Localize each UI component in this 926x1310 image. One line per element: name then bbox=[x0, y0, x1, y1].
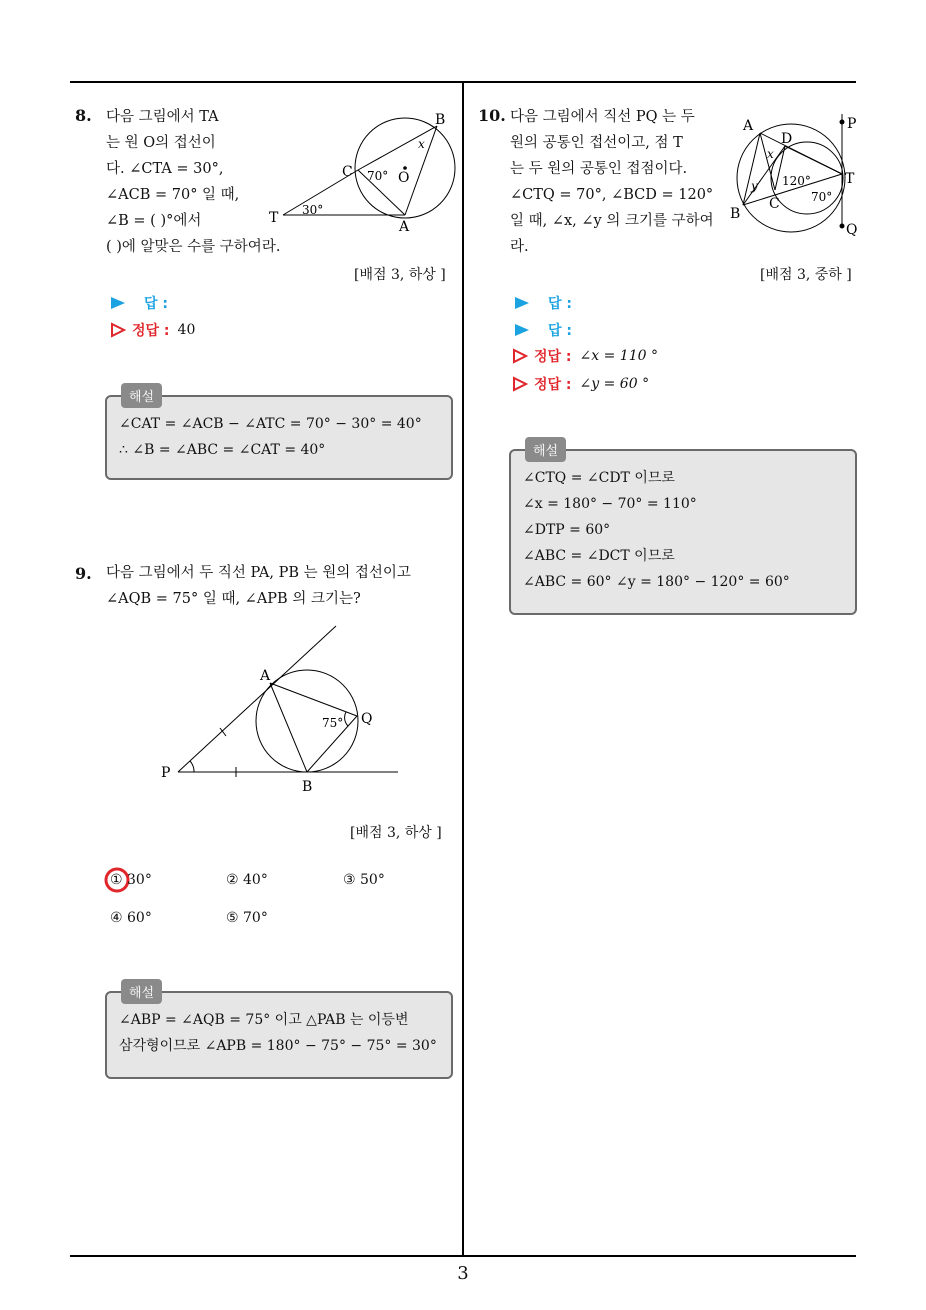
page-number: 3 bbox=[457, 1263, 469, 1284]
q9-score: [배점 3, 하상 ] bbox=[350, 825, 442, 841]
q10-fig-label-P: P bbox=[847, 116, 857, 132]
q10-explanation-tab: 해설 bbox=[525, 437, 566, 462]
q10-figure bbox=[725, 108, 865, 238]
q8-fig-label-T: T bbox=[269, 210, 279, 226]
play-icon bbox=[514, 323, 530, 337]
q9-choice-5[interactable]: ⑤ 70° bbox=[226, 910, 268, 926]
q10-explanation-line: ∠DTP = 60° bbox=[523, 522, 611, 538]
q8-line: 다. ∠CTA = 30°, bbox=[106, 161, 224, 177]
q10-explanation-line: ∠ABC = ∠DCT 이므로 bbox=[523, 548, 675, 564]
q8-fig-label-x: x bbox=[418, 137, 425, 151]
q8-text bbox=[106, 104, 280, 260]
q8-fig-label-O: O bbox=[398, 170, 410, 186]
q10-line: 일 때, ∠x, ∠y 의 크기를 구하여 bbox=[510, 213, 714, 229]
q10-score: [배점 3, 중하 ] bbox=[760, 267, 852, 283]
q8-fig-label-30: 30° bbox=[302, 203, 324, 217]
q10-fig-label-70: 70° bbox=[811, 190, 833, 204]
q10-fig-label-120: 120° bbox=[782, 174, 811, 188]
q9-fig-label-Q: Q bbox=[361, 711, 373, 727]
q9-choice-3[interactable]: ③ 50° bbox=[343, 872, 385, 888]
q8-figure bbox=[265, 108, 460, 238]
q9-text bbox=[106, 560, 411, 612]
q9-explanation-tab: 해설 bbox=[121, 979, 162, 1004]
q8-correct-label: 정답 : bbox=[132, 323, 170, 339]
q8-answer-label: 답 : bbox=[144, 296, 168, 312]
q10-fig-label-D: D bbox=[781, 131, 793, 147]
q10-fig-label-T: T bbox=[845, 171, 855, 187]
q8-fig-label-70: 70° bbox=[367, 169, 389, 183]
play-outline-icon bbox=[110, 322, 126, 338]
q10-explanation-line: ∠x = 180° − 70° = 110° bbox=[523, 496, 697, 512]
q8-number: 8. bbox=[75, 106, 92, 125]
q10-line: ∠CTQ = 70°, ∠BCD = 120° bbox=[510, 187, 714, 203]
q9-explanation-line: ∠ABP = ∠AQB = 75° 이고 △PAB 는 이등변 bbox=[119, 1012, 409, 1028]
q10-correct-row-2 bbox=[512, 374, 649, 394]
q10-answer-row-1 bbox=[514, 293, 572, 313]
q9-choice-4[interactable]: ④ 60° bbox=[110, 910, 152, 926]
q8-explanation-line: ∠CAT = ∠ACB − ∠ATC = 70° − 30° = 40° bbox=[119, 416, 422, 432]
play-icon bbox=[514, 296, 530, 310]
q10-fig-label-C: C bbox=[769, 196, 780, 212]
q9-number: 9. bbox=[75, 564, 92, 583]
q10-fig-label-x: x bbox=[767, 147, 774, 161]
q8-fig-label-A: A bbox=[399, 219, 410, 235]
q10-fig-label-Q: Q bbox=[846, 222, 858, 238]
q10-explanation-line: ∠ABC = 60° ∠y = 180° − 120° = 60° bbox=[523, 574, 790, 590]
q8-correct-value: 40 bbox=[177, 322, 196, 338]
q8-explanation-tab: 해설 bbox=[121, 383, 162, 408]
q8-fig-label-B: B bbox=[435, 112, 446, 128]
q8-answer-row bbox=[110, 293, 168, 313]
q8-correct-row bbox=[110, 320, 195, 340]
q10-line: 라. bbox=[510, 239, 529, 255]
q10-line: 다음 그림에서 직선 PQ 는 두 bbox=[510, 109, 695, 125]
q9-line: 다음 그림에서 두 직선 PA, PB 는 원의 접선이고 bbox=[106, 565, 411, 581]
q8-line: ( )에 알맞은 수를 구하여라. bbox=[106, 239, 281, 255]
q10-line: 는 두 원의 공통인 접점이다. bbox=[510, 161, 688, 177]
q8-line: ∠ACB = 70° 일 때, bbox=[106, 187, 240, 203]
q10-explanation-box bbox=[509, 444, 857, 615]
q9-fig-label-P: P bbox=[161, 765, 171, 781]
q9-explanation-line: 삼각형이므로 ∠APB = 180° − 75° − 75° = 30° bbox=[119, 1038, 437, 1054]
q10-explanation-line: ∠CTQ = ∠CDT 이므로 bbox=[523, 470, 675, 486]
q10-line: 원의 공통인 접선이고, 점 T bbox=[510, 135, 683, 151]
q10-fig-label-y: y bbox=[751, 179, 758, 193]
q10-correct-value-1: ∠x = 110 ° bbox=[579, 348, 658, 364]
q9-fig-label-B: B bbox=[302, 779, 313, 795]
q10-correct-value-2: ∠y = 60 ° bbox=[579, 376, 650, 392]
q9-choice-2[interactable]: ② 40° bbox=[226, 872, 268, 888]
q9-figure bbox=[150, 620, 410, 800]
q10-answer-row-2 bbox=[514, 320, 572, 340]
play-icon bbox=[110, 296, 126, 310]
q8-fig-label-C: C bbox=[342, 164, 353, 180]
q8-line: 는 원 O의 접선이 bbox=[106, 135, 216, 151]
q10-number: 10. bbox=[478, 106, 506, 125]
q9-choice-1[interactable]: ① 30° bbox=[110, 872, 152, 888]
q10-fig-label-B: B bbox=[730, 206, 741, 222]
q10-correct-label-2: 정답 : bbox=[534, 377, 572, 393]
q8-line: ∠B = ( )°에서 bbox=[106, 213, 202, 229]
q9-line: ∠AQB = 75° 일 때, ∠APB 의 크기는? bbox=[106, 591, 361, 607]
q8-explanation-line: ∴ ∠B = ∠ABC = ∠CAT = 40° bbox=[119, 442, 326, 458]
q10-fig-label-A: A bbox=[743, 118, 754, 134]
q9-fig-label-A: A bbox=[260, 668, 271, 684]
column-divider bbox=[462, 82, 464, 1257]
q8-score: [배점 3, 하상 ] bbox=[354, 267, 446, 283]
bottom-rule bbox=[70, 1255, 856, 1257]
q10-correct-label-1: 정답 : bbox=[534, 349, 572, 365]
q8-line: 다음 그림에서 TA bbox=[106, 109, 219, 125]
play-outline-icon bbox=[512, 348, 528, 364]
q8-explanation-box bbox=[105, 390, 453, 480]
play-outline-icon bbox=[512, 376, 528, 392]
q10-answer-label-2: 답 : bbox=[548, 323, 572, 339]
q10-correct-row-1 bbox=[512, 346, 658, 366]
q10-text bbox=[510, 104, 714, 260]
q9-fig-label-75: 75° bbox=[322, 716, 344, 730]
q10-answer-label-1: 답 : bbox=[548, 296, 572, 312]
q9-explanation-box bbox=[105, 986, 453, 1079]
